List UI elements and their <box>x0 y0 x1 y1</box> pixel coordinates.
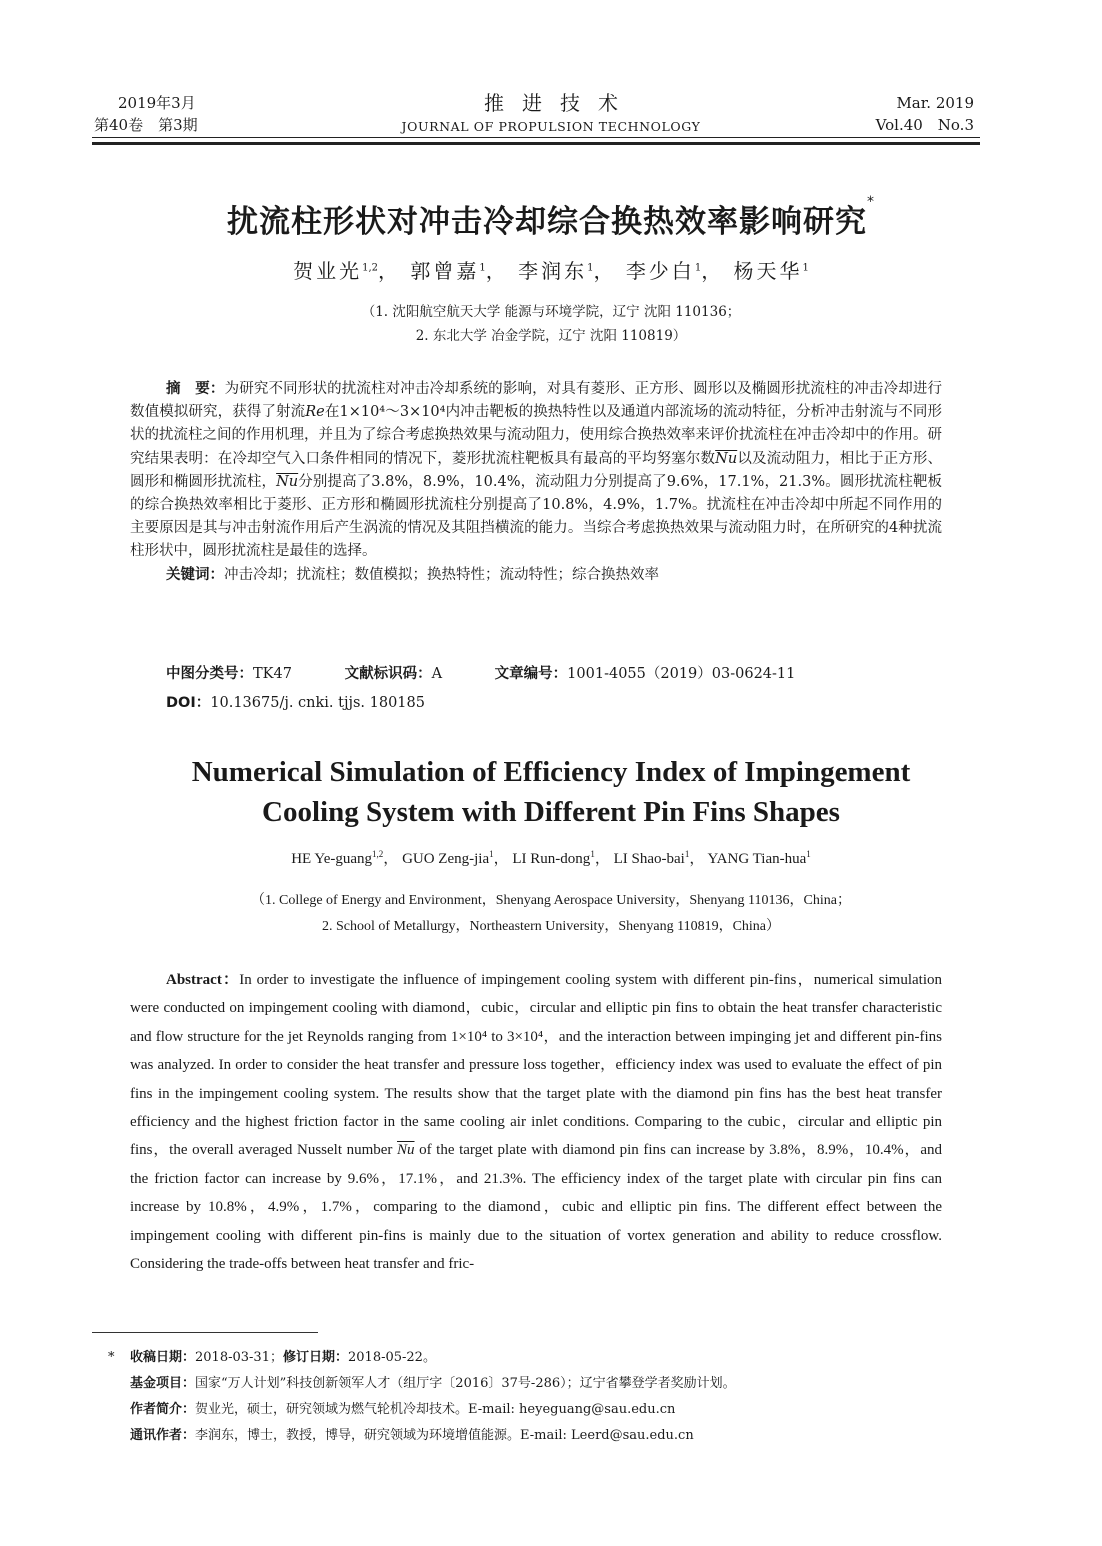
reynolds-symbol: Re <box>305 404 325 421</box>
corresponding-author-label: 通讯作者： <box>130 1428 196 1443</box>
abstract-text-cn-1: 为研究不同形状的扰流柱对冲击冷却系统的影响，对具有菱形、正方形、圆形以及椭圆形扰流柱的冲击冷却进行数值模拟研究，获得了射流 <box>130 381 942 421</box>
doi-value[interactable]: 10.13675/j. cnki. tjjs. 180185 <box>210 695 425 711</box>
nusselt-symbol: $\overline{Nu}$ <box>715 450 738 467</box>
author-affil-sup: 1,2 <box>372 849 384 859</box>
keywords-label-cn: 关键词： <box>166 566 224 583</box>
affiliation-1-cn: （1. 沈阳航空航天大学 能源与环境学院，辽宁 沈阳 110136； <box>361 304 741 320</box>
journal-name <box>360 90 742 134</box>
author-cn: 李少白 <box>625 259 695 283</box>
author-en: HE Ye-guang <box>291 851 373 867</box>
author-affil-sup: 1,2 <box>362 262 378 274</box>
affiliation-1-en: （1. College of Energy and Environment，Shenyang Aerospace University，Shenyang 110136，China； <box>251 893 851 908</box>
received-date: 2018-03-31； <box>195 1350 283 1365</box>
author-en: YANG Tian-hua <box>707 851 807 867</box>
article-number-label: 文章编号： <box>494 666 568 682</box>
abstract-label-cn: 摘 要： <box>166 381 225 397</box>
clc-code: TK47 <box>253 666 292 682</box>
journal-name-cn: 推进技术 <box>484 91 636 115</box>
author-en: LI Shao-bai <box>613 851 685 867</box>
volume-issue-en: Vol.40 No.3 <box>875 116 974 134</box>
title-footnote-mark: * <box>867 194 875 210</box>
fund-label: 基金项目： <box>130 1376 196 1391</box>
corresponding-author-text: 李润东，博士，教授，博导，研究领域为环境增值能源。E-mail: Leerd@sau.edu.cn <box>195 1428 694 1443</box>
author-affil-sup: 1 <box>479 262 486 274</box>
revised-label: 修订日期： <box>282 1350 348 1365</box>
received-label: 收稿日期： <box>130 1350 196 1365</box>
article-number: 1001-4055（2019）03-0624-11 <box>567 666 796 682</box>
author-cn: 郭曾嘉 <box>410 259 480 283</box>
classification-line <box>166 662 795 683</box>
author-affil-sup: 1 <box>802 262 809 274</box>
author-affil-sup: 1 <box>489 849 494 859</box>
issue-month-en: Mar. 2019 <box>896 94 974 112</box>
nusselt-symbol: $\overline{Nu}$ <box>276 473 299 490</box>
keywords-cn: 冲击冷却；扰流柱；数值模拟；换热特性；流动特性；综合换热效率 <box>224 566 659 583</box>
revised-date: 2018-05-22。 <box>348 1350 436 1365</box>
author-cn: 李润东 <box>518 259 588 283</box>
affiliation-2-en: 2. School of Metallurgy，Northeastern University，Shenyang 110819，China） <box>321 919 781 934</box>
footnotes <box>108 1345 968 1449</box>
author-bio-label: 作者简介： <box>130 1402 196 1417</box>
doi-line <box>166 691 425 712</box>
affiliations-cn <box>60 300 1042 348</box>
author-bio-text: 贺业光，硕士，研究领域为燃气轮机冷却技术。E-mail: heyeguang@sau.edu.cn <box>195 1402 676 1417</box>
abstract-label-en: Abstract： <box>166 972 240 988</box>
author-list-en: HE Ye-guang$^{1,2}$， GUO Zeng-jia$^1$， LI Run-dong$^1$， LI Shao-bai$^1$， YANG Tian-hua$^1$ <box>291 849 811 867</box>
author-affil-sup: 1 <box>587 262 594 274</box>
doi-label: DOI： <box>166 695 211 711</box>
clc-label: 中图分类号： <box>166 666 253 682</box>
footnote-rule <box>92 1332 318 1333</box>
journal-name-en: JOURNAL OF PROPULSION TECHNOLOGY <box>401 119 701 134</box>
nusselt-symbol: $\overline{Nu}$ <box>397 1142 415 1159</box>
affiliations-en <box>60 888 1042 940</box>
doc-code-label: 文献标识码： <box>344 666 432 682</box>
issue-date-en <box>876 92 974 136</box>
issue-date-cn <box>94 92 198 136</box>
title-en-line-2: Cooling System with Different Pin Fins Shapes <box>262 796 840 828</box>
abstract-en <box>130 966 942 1278</box>
article-title-en <box>60 752 1042 832</box>
abstract-text-en-1: In order to investigate the influence of impingement cooling system with different pin-fins，numerical simulation were conducted on impingement cooling with diamond，cubic，circular and elliptic pin fins to obtain the heat transfer characteristic and flow structure for the jet Reynolds ranging from 1×10⁴ to 3×10⁴，and the interaction between impinging jet and different pin-fins was analyzed. In order to consider the heat transfer and pressure loss together，efficiency index was used to evaluate the effect of pin fins in the impingement cooling system. The results show that the target plate with the diamond pin fins has the best heat transfer efficiency and the highest friction factor in the same cooling air inlet conditions. Comparing to the cubic，circular and elliptic pin fins，the overall averaged Nusselt number <box>130 972 942 1159</box>
author-cn: 贺业光 <box>293 259 363 283</box>
abstract-text-en-2: of the target plate with diamond pin fins can increase by 3.8%，8.9%，10.4%，and the friction factor can increase by 9.6%，17.1%，and 21.3%. The efficiency index of the target plate with circular pin fins can increase by 10.8%，4.9%，1.7%，comparing to the diamond，cubic and elliptic pin fins. The different effect between the impingement cooling with different pin-fins is mainly due to the situation of vortex generation and ability to reduce crossflow. Considering the trade-offs between heat transfer and fric- <box>130 1142 943 1273</box>
doc-code: A <box>431 666 443 682</box>
header-rule-thick <box>92 142 980 145</box>
abstract-text-cn-3: 以及流动阻力，相比于正方形、圆形和椭圆形扰流柱， <box>130 450 943 490</box>
abstract-text-cn-4: 分别提高了3.8%，8.9%，10.4%，流动阻力分别提高了9.6%，17.1%，21.3%。圆形扰流柱靶板的综合换热效率相比于菱形、正方形和椭圆形扰流柱分别提高了10.8%，4.9%，1.7%。扰流柱在冲击冷却中所起不同作用的主要原因是其与冲击射流作用后产生涡流的情况及其阻挡横流的能力。当综合考虑换热效果与流动阻力时，在所研究的4种扰流柱形状中，圆形扰流柱是最佳的选择。 <box>130 473 942 560</box>
title-en-line-1: Numerical Simulation of Efficiency Index of Impingement <box>191 756 911 788</box>
author-affil-sup: 1 <box>590 849 595 859</box>
abstract-text-cn-2: 在1×10⁴～3×10⁴内冲击靶板的换热特性以及通道内部流场的流动特征，分析冲击射流与不同形状的扰流柱之间的作用机理，并且为了综合考虑换热效果与流动阻力，使用综合换热效率来评价扰流柱在冲击冷却中的作用。研究结果表明：在冷却空气入口条件相同的情况下，菱形扰流柱靶板具有最高的平均努塞尔数 <box>130 404 943 467</box>
author-cn: 杨天华 <box>733 259 803 283</box>
fund-text: 国家“万人计划”科技创新领军人才（组厅字〔2016〕37号-286）；辽宁省攀登学者奖励计划。 <box>195 1376 736 1391</box>
title-text-cn: 扰流柱形状对冲击冷却综合换热效率影响研究 <box>227 204 867 240</box>
author-en: GUO Zeng-jia <box>402 851 490 867</box>
author-affil-sup: 1 <box>694 262 702 274</box>
abstract-cn <box>130 378 942 587</box>
author-affil-sup: 1 <box>684 849 690 859</box>
article-title-cn <box>60 196 1042 241</box>
volume-issue-cn: 第40卷 第3期 <box>94 116 198 134</box>
author-en: LI Run-dong <box>512 851 591 867</box>
footnote-star: * <box>108 1350 115 1365</box>
author-affil-sup: 1 <box>806 849 811 859</box>
header-rule-thin <box>92 137 980 138</box>
affiliation-2-cn: 2. 东北大学 冶金学院，辽宁 沈阳 110819） <box>415 328 687 344</box>
author-list-cn: 贺业光$^{1,2}$， 郭曾嘉$^1$， 李润东$^1$， 李少白$^1$， 杨天华$^1$ <box>293 259 809 283</box>
issue-month-cn: 2019年3月 <box>118 94 196 112</box>
